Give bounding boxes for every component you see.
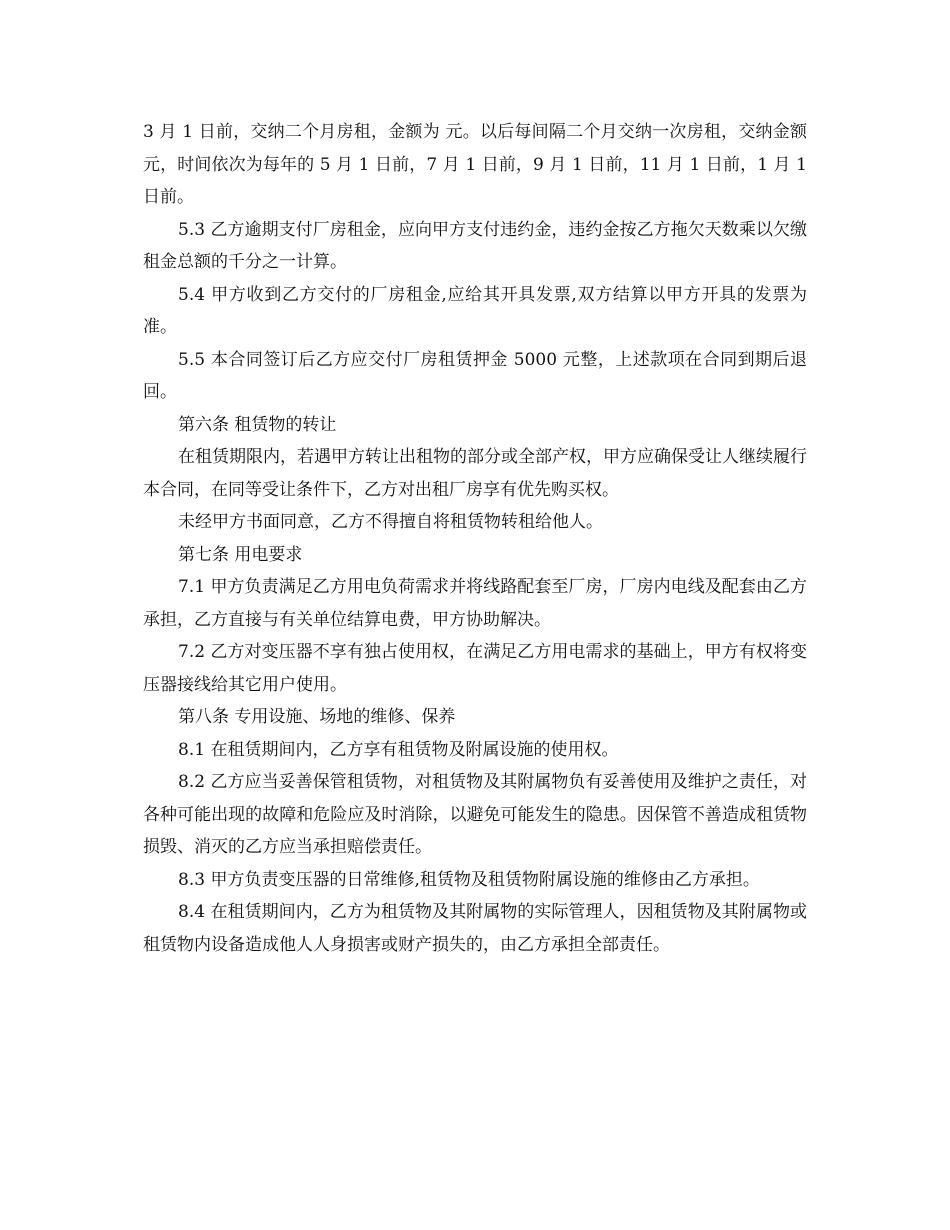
paragraph-rent-schedule: 3 月 1 日前，交纳二个月房租，金额为 元。以后每间隔二个月交纳一次房租，交纳金额 元，时间依次为每年的 5 月 1 日前，7 月 1 日前，9 月 1 日前，11 月 1 日前，1 月 1 日前。 [143, 122, 807, 207]
clause-8-4: 8.4 在租赁期间内，乙方为租赁物及其附属物的实际管理人，因租赁物及其附属物或租赁物内设备造成他人人身损害或财产损失的，由乙方承担全部责任。 [143, 902, 807, 955]
clause-5-5: 5.5 本合同签订后乙方应交付厂房租赁押金 5000 元整，上述款项在合同到期后退回。 [143, 349, 807, 402]
clause-8-1: 8.1 在租赁期间内，乙方享有租赁物及附属设施的使用权。 [178, 739, 619, 760]
clause-8-2: 8.2 乙方应当妥善保管租赁物，对租赁物及其附属物负有妥善使用及维护之责任，对各种可能出现的故障和危险应及时消除，以避免可能发生的隐患。因保管不善造成租赁物损毁、消灭的乙方应当承担赔偿责任。 [143, 772, 807, 857]
document-body [143, 116, 807, 961]
article-6-paragraph-1: 在租赁期限内，若遇甲方转让出租物的部分或全部产权，甲方应确保受让人继续履行本合同，在同等受让条件下，乙方对出租厂房享有优先购买权。 [143, 447, 807, 500]
article-6-heading: 第六条 租赁物的转让 [178, 414, 337, 435]
clause-7-1: 7.1 甲方负责满足乙方用电负荷需求并将线路配套至厂房，厂房内电线及配套由乙方承担，乙方直接与有关单位结算电费，甲方协助解决。 [143, 577, 807, 630]
article-7-heading: 第七条 用电要求 [178, 544, 303, 565]
article-8-heading: 第八条 专用设施、场地的维修、保养 [178, 707, 456, 727]
clause-5-4: 5.4 甲方收到乙方交付的厂房租金,应给其开具发票,双方结算以甲方开具的发票为准。 [143, 284, 807, 337]
clause-5-3: 5.3 乙方逾期支付厂房租金，应向甲方支付违约金，违约金按乙方拖欠天数乘以欠缴租金总额的千分之一计算。 [143, 219, 807, 272]
article-6-paragraph-2: 未经甲方书面同意，乙方不得擅自将租赁物转租给他人。 [178, 512, 603, 532]
clause-8-3: 8.3 甲方负责变压器的日常维修,租赁物及租赁物附属设施的维修由乙方承担。 [178, 869, 760, 890]
clause-7-2: 7.2 乙方对变压器不享有独占使用权，在满足乙方用电需求的基础上，甲方有权将变压器接线给其它用户使用。 [143, 642, 807, 695]
